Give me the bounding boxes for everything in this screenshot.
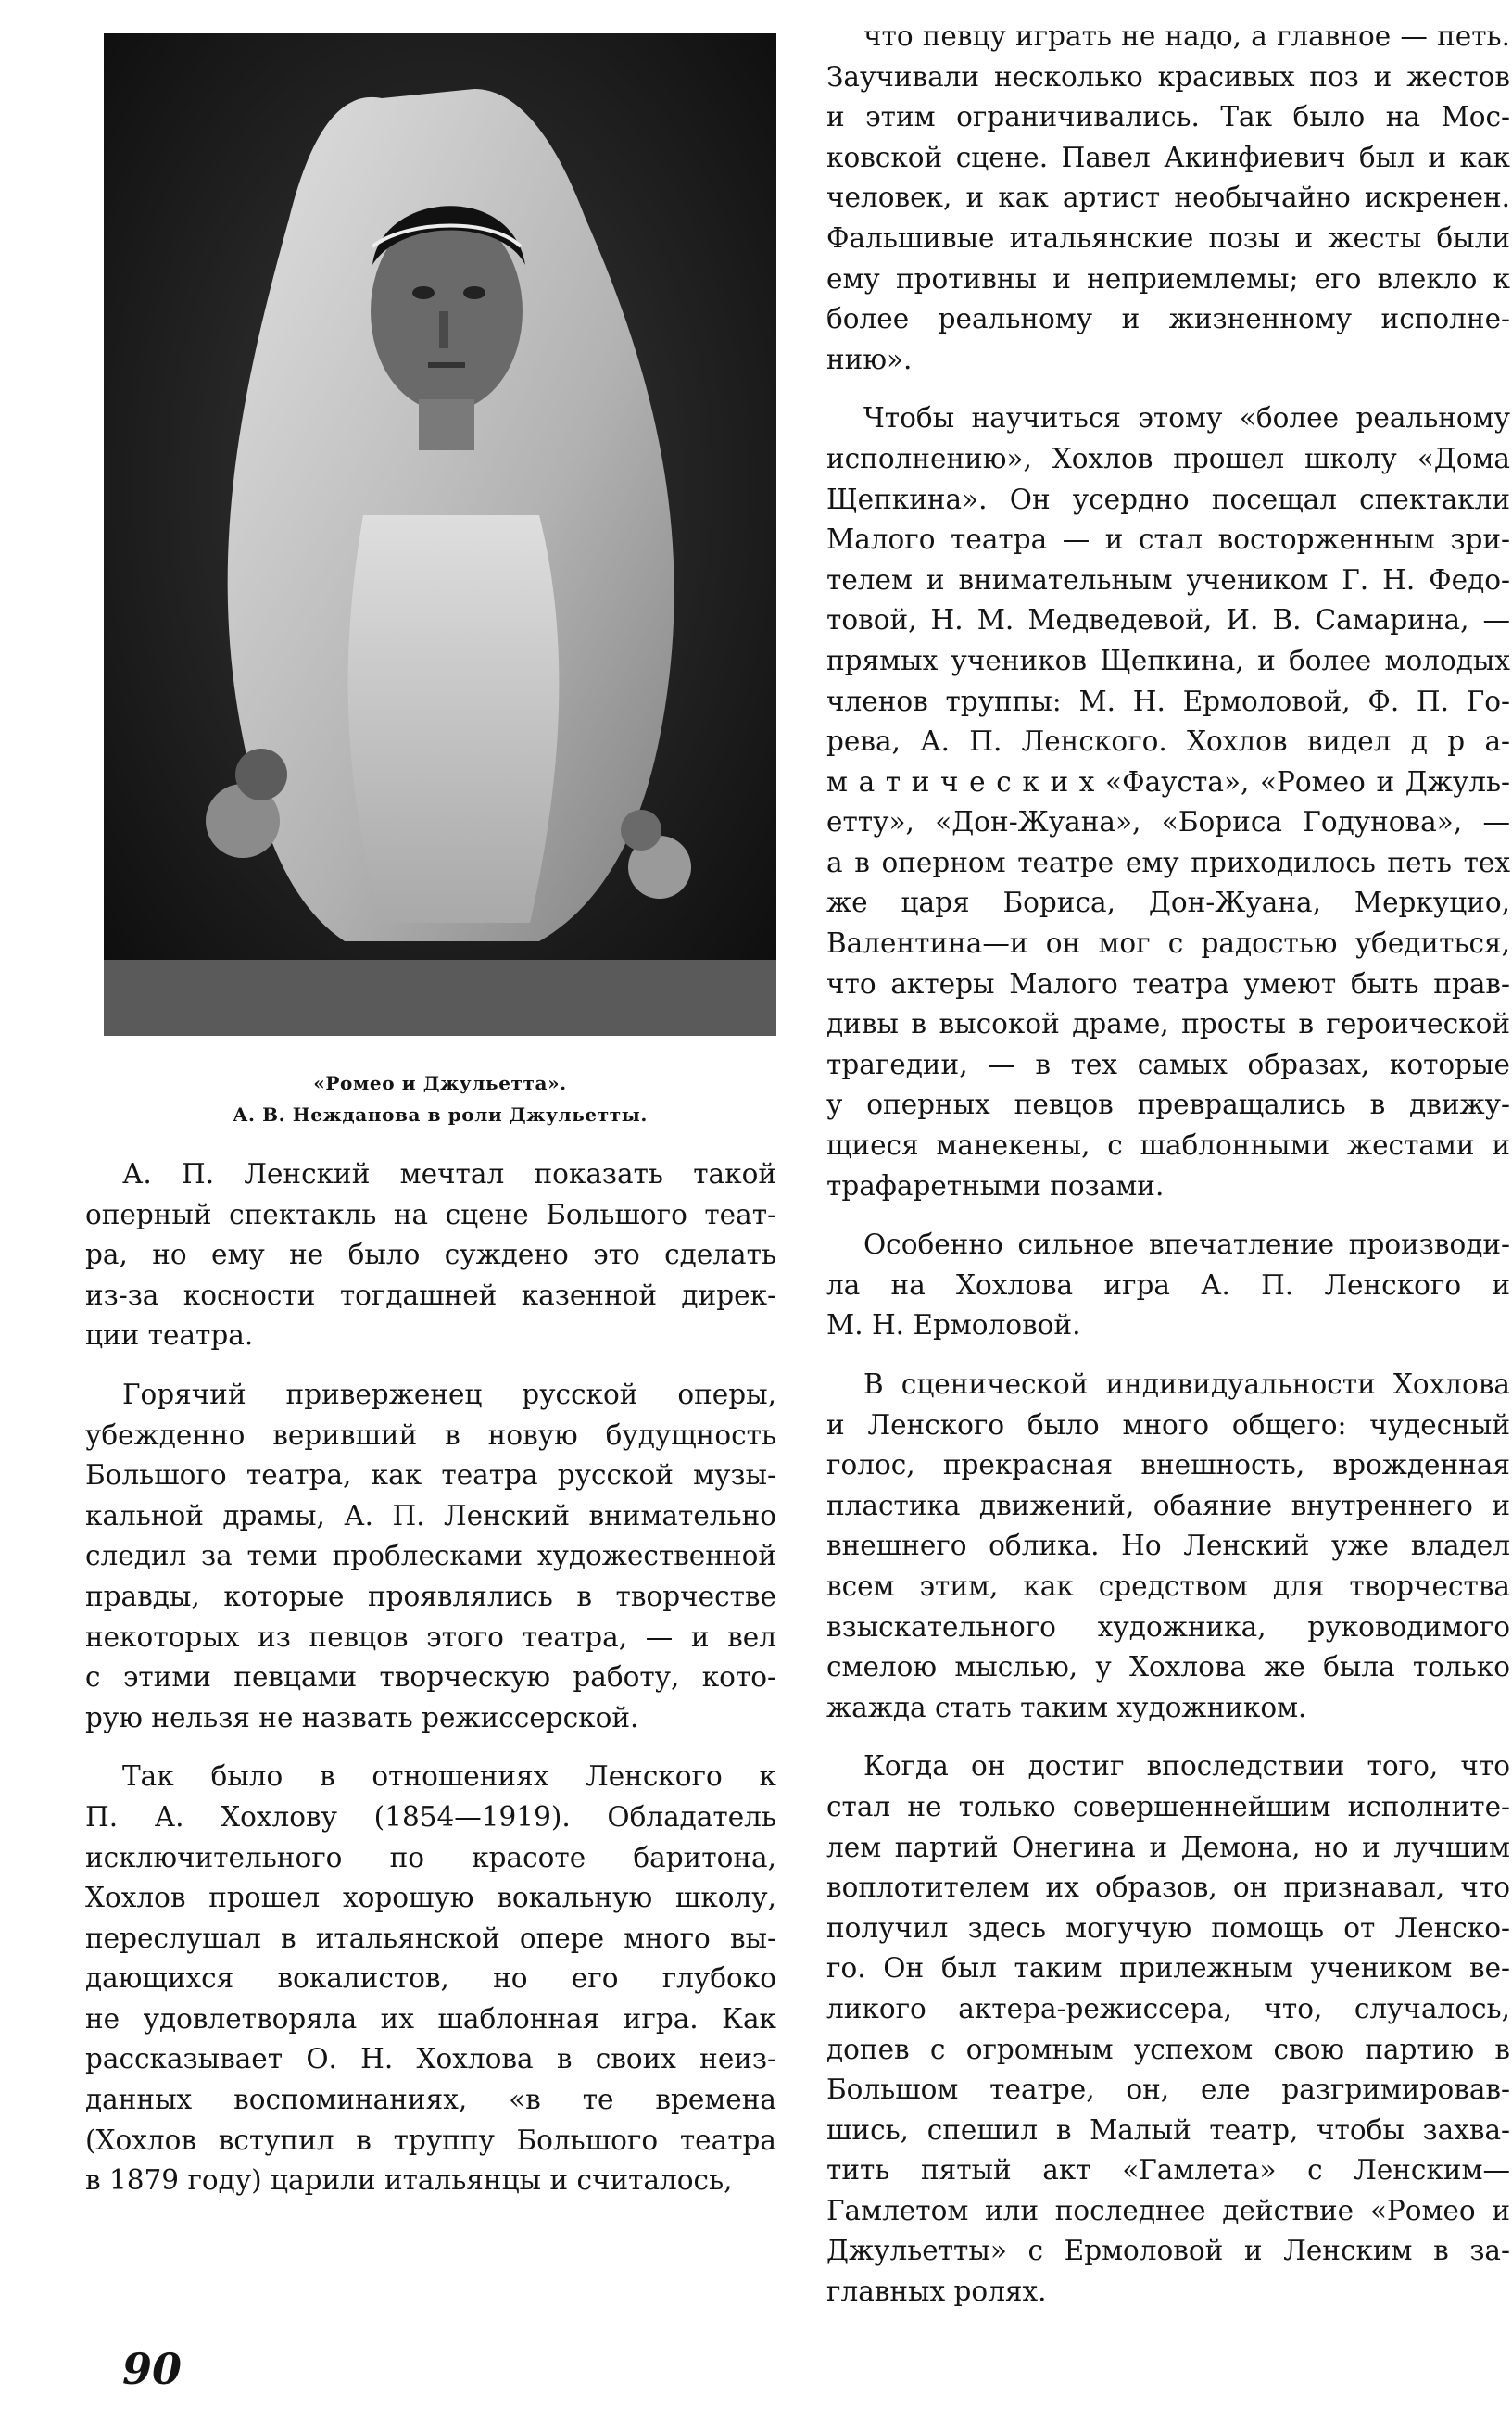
text-line: и Ленского было много общего: чудесный	[826, 1408, 1510, 1441]
text-line: А. П. Ленский мечтал показать такой	[122, 1158, 776, 1190]
paragraph	[826, 1225, 1510, 1346]
paragraph	[826, 1746, 1510, 2312]
text-line: некоторых из певцов этого театра, — и вел	[85, 1620, 776, 1653]
text-line: В сценической индивидуальности Хохлова	[863, 1368, 1510, 1400]
text-line: у оперных певцов превращались в движу-	[826, 1089, 1510, 1121]
paragraph	[826, 17, 1510, 380]
text-line: исключительного по красоте баритона,	[85, 1841, 776, 1873]
text-line: телем и внимательным учеником Г. Н. Федо-	[826, 563, 1510, 596]
text-line: взыскательного художника, руководимого	[826, 1610, 1510, 1643]
photo-artwork	[104, 33, 776, 1036]
text-line: получил здесь могучую помощь от Ленско-	[826, 1911, 1510, 1944]
text-line: шись, спешил в Малый театр, чтобы захва-	[826, 2113, 1510, 2146]
page-number: 90	[122, 2344, 183, 2394]
text-line: смелою мыслью, у Хохлова же была только	[826, 1651, 1510, 1683]
caption-title: «Ромео и Джульетта».	[313, 1072, 567, 1094]
text-line: М. Н. Ермоловой.	[826, 1309, 1081, 1342]
text-line: етту», «Дон-Жуана», «Бориса Годунова», —	[826, 806, 1510, 838]
text-line: Гамлетом или последнее действие «Ромео и	[826, 2194, 1510, 2226]
text-line: не удовлетворяла их шаблонная игра. Как	[85, 2002, 776, 2035]
text-line: (Хохлов вступил в труппу Большого театра	[85, 2124, 776, 2156]
text-line: ликого актера-режиссера, что, случалось,	[826, 1992, 1510, 2024]
text-line: товой, Н. М. Медведевой, И. В. Самарина, —	[826, 604, 1510, 637]
text-line: в 1879 году) царили итальянцы и считалось,	[85, 2164, 733, 2197]
text-line: дающихся вокалистов, но его глубоко	[85, 1962, 776, 1995]
text-line: Джульетты» с Ермоловой и Ленским в за-	[826, 2235, 1510, 2267]
text-line: и этим ограничивались. Так было на Мос-	[826, 101, 1510, 133]
text-line: жажда стать таким художником.	[826, 1691, 1307, 1723]
text-line: Когда он достиг впоследствии того, что	[863, 1750, 1510, 1783]
text-line: Заучивали несколько красивых поз и жестов	[826, 60, 1510, 93]
text-line: трагедии, — в тех самых образах, которые	[826, 1048, 1510, 1080]
text-line: Большого театра, как театра русской музы-	[85, 1459, 776, 1492]
text-line: следил за теми проблесками художественной	[85, 1540, 776, 1572]
text-line: что певцу играть не надо, а главное — петь.	[863, 20, 1510, 52]
paragraph	[85, 1375, 776, 1738]
paragraph	[826, 398, 1510, 1206]
text-line: прямых учеников Щепкина, и более молодых	[826, 644, 1510, 676]
right-column	[826, 17, 1510, 2331]
text-line: трафаретными позами.	[826, 1169, 1165, 1202]
text-line: ции театра.	[85, 1319, 254, 1352]
text-line: ра, но ему не было суждено это сделать	[85, 1239, 776, 1271]
text-line: пластика движений, обаяние внутреннего и	[826, 1489, 1510, 1521]
text-line: Особенно сильное впечатление производи-	[863, 1229, 1510, 1261]
text-line: из-за косности тогдашней казенной дирек-	[85, 1279, 776, 1311]
text-line: лем партий Онегина и Демона, но и лучшим	[826, 1831, 1510, 1863]
text-line: ему противны и неприемлемы; его влекло к	[826, 262, 1510, 295]
text-line: Чтобы научиться этому «более реальному	[863, 402, 1510, 435]
paragraph	[826, 1365, 1510, 1728]
text-line: главных ролях.	[826, 2275, 1047, 2308]
text-line: внешнего облика. Но Ленский уже владел	[826, 1530, 1510, 1562]
paragraph	[85, 1757, 776, 2201]
text-line: Щепкина». Он усердно посещал спектакли	[826, 483, 1510, 515]
text-line: ковской сцене. Павел Акинфиевич был и как	[826, 141, 1510, 173]
text-line: П. А. Хохлову (1854—1919). Обладатель	[85, 1800, 776, 1833]
paragraph	[85, 1154, 776, 1356]
text-line: человек, и как артист необычайно искренен.	[826, 182, 1510, 214]
text-line: данных воспоминаниях, «в те времена	[85, 2084, 776, 2116]
text-line: убежденно веривший в новую будущность	[85, 1418, 776, 1451]
text-line: тить пятый акт «Гамлета» с Ленским—	[826, 2154, 1510, 2187]
text-line: что актеры Малого театра умеют быть прав-	[826, 967, 1510, 1000]
text-line: более реальному и жизненному исполне-	[826, 303, 1510, 335]
text-line: рассказывает О. Н. Хохлова в своих неиз-	[85, 2043, 776, 2075]
text-line: стал не только совершеннейшим исполните-	[826, 1790, 1510, 1822]
text-line: рую нельзя не назвать режиссерской.	[85, 1701, 639, 1733]
text-line: переслушал в итальянской опере много вы-	[85, 1922, 776, 1954]
text-line: же царя Бориса, Дон-Жуана, Меркуцио,	[826, 887, 1510, 919]
text-line: с этими певцами творческую работу, кото-	[85, 1661, 776, 1694]
text-line: дивы в высокой драме, просты в героической	[826, 1008, 1510, 1040]
text-line: ла на Хохлова игра А. П. Ленского и	[826, 1268, 1510, 1301]
text-line: допев с огромным успехом свою партию в	[826, 2033, 1510, 2065]
text-line: Фальшивые итальянские позы и жесты были	[826, 221, 1510, 254]
text-line: м а т и ч е с к и х «Фауста», «Ромео и Джуль-	[826, 765, 1510, 798]
text-line: Горячий приверженец русской оперы,	[122, 1378, 776, 1410]
text-line: голос, прекрасная внешность, врожденная	[826, 1449, 1510, 1481]
text-line: кальной драмы, А. П. Ленский внимательно	[85, 1499, 776, 1532]
text-line: оперный спектакль на сцене Большого теат-	[85, 1198, 776, 1230]
text-line: правды, которые проявлялись в творчестве	[85, 1580, 776, 1612]
text-line: воплотителем их образов, он признавал, что	[826, 1872, 1510, 1904]
text-line: го. Он был таким прилежным учеником ве-	[826, 1952, 1510, 1985]
text-line: нию».	[826, 343, 913, 375]
text-line: Хохлов прошел хорошую вокальную школу,	[85, 1882, 776, 1914]
text-line: Так было в отношениях Ленского к	[122, 1760, 776, 1793]
text-line: щиеся манекены, с шаблонными жестами и	[826, 1129, 1510, 1162]
text-line: исполнению», Хохлов прошел школу «Дома	[826, 442, 1510, 474]
text-line: Малого театра — и стал восторженным зри-	[826, 523, 1510, 556]
text-line: Большом театре, он, еле разгримировав-	[826, 2074, 1510, 2106]
caption-subtitle: А. В. Нежданова в роли Джульетты.	[233, 1103, 648, 1126]
text-line: рева, А. П. Ленского. Хохлов видел д р а-	[826, 725, 1510, 758]
text-line: всем этим, как средством для творчества	[826, 1569, 1510, 1602]
text-line: Валентина—и он мог с радостью убедиться,	[826, 927, 1510, 960]
photo-caption	[104, 1067, 776, 1130]
left-column	[85, 1154, 776, 2220]
photograph-juliet	[104, 33, 776, 1036]
text-line: членов труппы: М. Н. Ермоловой, Ф. П. Го-	[826, 685, 1510, 717]
text-line: а в оперном театре ему приходилось петь тех	[826, 846, 1510, 878]
